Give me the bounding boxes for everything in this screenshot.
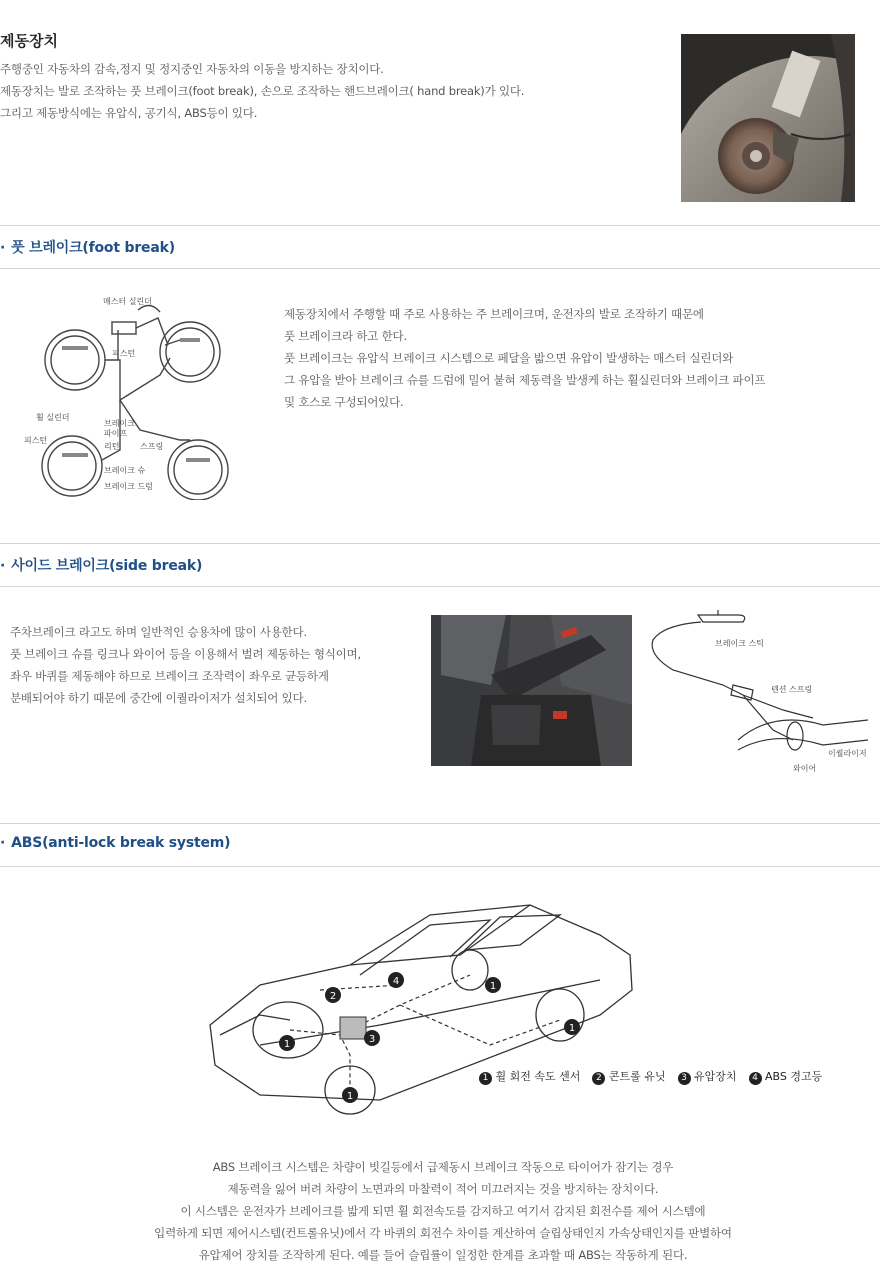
intro-line: 그리고 제동방식에는 유압식, 공기식, ABS등이 있다. bbox=[0, 106, 258, 120]
label-piston-top: 피스턴 bbox=[112, 349, 136, 358]
section-title-text: 사이드 브레이크(side break) bbox=[11, 558, 203, 574]
intro-line: 주행중인 자동차의 감속,정지 및 정지중인 자동차의 이동을 방지하는 장치이다. bbox=[0, 62, 384, 76]
brake-disc-photo bbox=[681, 34, 855, 202]
legend-item bbox=[479, 1068, 580, 1085]
foot-break-section-header bbox=[0, 225, 880, 269]
legend-item bbox=[678, 1068, 737, 1085]
svg-text:3: 3 bbox=[368, 1034, 376, 1045]
label-brake-shoe: 브레이크 슈 bbox=[104, 466, 146, 475]
side-brake-diagram bbox=[643, 600, 873, 780]
foot-line: 제동장치에서 주행할 때 주로 사용하는 주 브레이크며, 운전자의 발로 조작하기 때문에 bbox=[284, 307, 704, 321]
section-title-text: ABS(anti-lock break system) bbox=[11, 835, 231, 851]
label-brake-pipe-2: 파이프 bbox=[104, 429, 128, 438]
side-line: 좌우 바퀴를 제동해야 하므로 브레이크 조작력이 좌우로 균등하게 bbox=[10, 669, 329, 683]
legend-label: 콘트롤 유닛 bbox=[608, 1070, 666, 1083]
svg-text:1: 1 bbox=[489, 981, 497, 992]
legend-item bbox=[592, 1068, 665, 1085]
label-equalizer: 이퀄라이저 bbox=[828, 749, 867, 758]
abs-legend bbox=[479, 1068, 839, 1086]
section-title-text: 풋 브레이크(foot break) bbox=[11, 240, 175, 256]
label-tension-spring: 텐션 스프링 bbox=[771, 685, 813, 694]
foot-break-section-title bbox=[0, 237, 175, 257]
label-spring: 스프링 bbox=[140, 442, 164, 451]
intro-line: 제동장치는 발로 조작하는 풋 브레이크(foot break), 손으로 조작하는 핸드브레이크( hand break)가 있다. bbox=[0, 84, 525, 98]
intro-text bbox=[0, 58, 620, 124]
number-4-icon: 4 bbox=[749, 1072, 762, 1085]
foot-brake-diagram bbox=[20, 290, 240, 500]
bullet-icon: · bbox=[0, 240, 6, 256]
label-brake-pipe-1: 브레이크 bbox=[104, 419, 135, 428]
legend-label: 휠 회전 속도 센서 bbox=[495, 1070, 581, 1083]
side-line: 풋 브레이크 슈를 링크나 와이어 등을 이용해서 벌려 제동하는 형식이며, bbox=[10, 647, 361, 661]
abs-section-header bbox=[0, 823, 880, 867]
number-3-icon: 3 bbox=[678, 1072, 691, 1085]
label-master-cylinder: 매스터 실린더 bbox=[103, 297, 152, 306]
label-return: 리턴 bbox=[104, 442, 120, 451]
foot-line: 풋 브레이크는 유압식 브레이크 시스템으로 페달을 밟으면 유압이 발생하는 매스터 실린더와 bbox=[284, 351, 734, 365]
legend-item bbox=[749, 1068, 823, 1085]
abs-line: 제동력을 잃어 버려 차량이 노면과의 마찰력이 적어 미끄러지는 것을 방지하는 장치이다. bbox=[227, 1182, 659, 1196]
abs-line: ABS 브레이크 시스템은 차량이 빗길등에서 급제동시 브레이크 작동으로 타이어가 잠기는 경우 bbox=[212, 1160, 674, 1174]
svg-text:4: 4 bbox=[392, 976, 400, 987]
legend-label: ABS 경고등 bbox=[765, 1070, 823, 1083]
number-2-icon: 2 bbox=[592, 1072, 605, 1085]
side-break-text bbox=[10, 621, 420, 709]
abs-text bbox=[40, 1156, 846, 1266]
svg-text:1: 1 bbox=[283, 1039, 291, 1050]
bullet-icon: · bbox=[0, 835, 6, 851]
svg-text:2: 2 bbox=[329, 991, 337, 1002]
label-brake-stick: 브레이크 스틱 bbox=[715, 639, 764, 648]
side-line: 주차브레이크 라고도 하며 일반적인 승용차에 많이 사용한다. bbox=[10, 625, 307, 639]
hand-brake-photo bbox=[431, 615, 632, 766]
label-wire: 와이어 bbox=[793, 764, 817, 773]
side-line: 분배되어야 하기 때문에 중간에 이퀄라이저가 설치되어 있다. bbox=[10, 691, 307, 705]
page-title: 제동장치 bbox=[0, 32, 58, 50]
abs-line: 유압제어 장치를 조작하게 된다. 예를 들어 슬립률이 일정한 한계를 초과할 때 ABS는 작동하게 된다. bbox=[198, 1248, 688, 1262]
label-brake-drum: 브레이크 드럼 bbox=[104, 482, 153, 491]
foot-line: 풋 브레이크라 하고 한다. bbox=[284, 329, 407, 343]
bullet-icon: · bbox=[0, 558, 6, 574]
foot-line: 및 호스로 구성되어있다. bbox=[284, 395, 404, 409]
side-break-section-title bbox=[0, 555, 202, 575]
svg-text:1: 1 bbox=[346, 1091, 354, 1102]
side-break-section-header bbox=[0, 543, 880, 587]
foot-break-text bbox=[284, 303, 854, 413]
svg-text:1: 1 bbox=[568, 1023, 576, 1034]
abs-line: 이 시스템은 운전자가 브레이크를 밟게 되면 휠 회전속도를 감지하고 여기서 감지된 회전수를 제어 시스템에 bbox=[180, 1204, 706, 1218]
abs-car-diagram bbox=[200, 895, 640, 1125]
abs-section-title bbox=[0, 835, 230, 851]
label-piston-left: 피스턴 bbox=[24, 436, 48, 445]
label-wheel-cylinder: 휠 실린더 bbox=[36, 413, 70, 422]
abs-line: 입력하게 되면 제어시스템(컨트롤유닛)에서 각 바퀴의 회전수 차이를 계산하여 슬립상태인지 가속상태인지를 판별하여 bbox=[154, 1226, 732, 1240]
foot-line: 그 유압을 받아 브레이크 슈를 드럼에 밀어 붙혀 제동력을 발생케 하는 휠실린더와 브레이크 파이프 bbox=[284, 373, 766, 387]
number-1-icon: 1 bbox=[479, 1072, 492, 1085]
legend-label: 유압장치 bbox=[694, 1070, 737, 1083]
